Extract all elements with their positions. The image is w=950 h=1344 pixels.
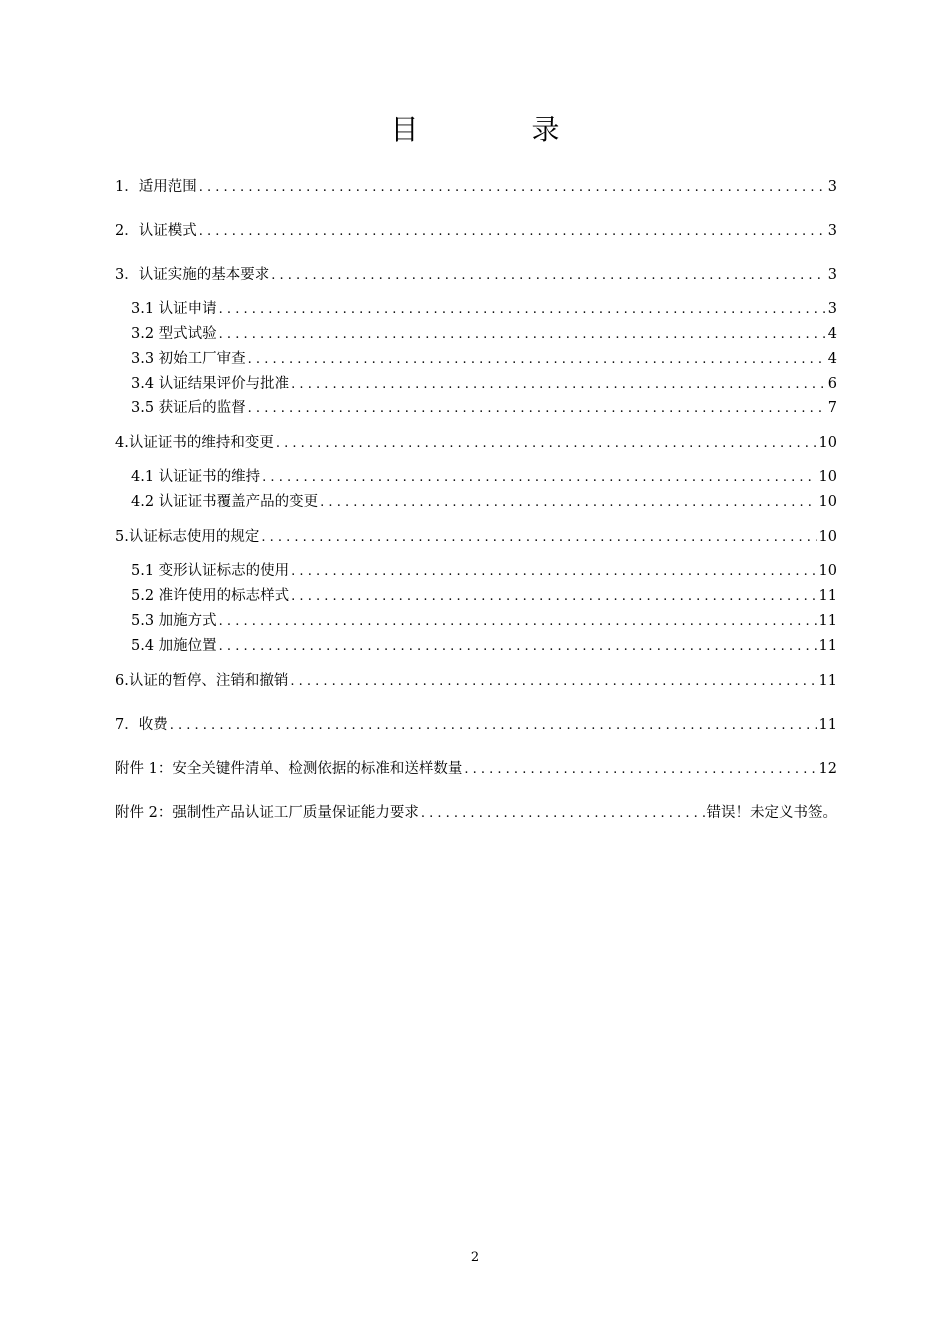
toc-entry-label: 5.1 变形认证标志的使用 — [131, 563, 290, 579]
toc-leader — [219, 612, 817, 632]
toc-leader — [261, 528, 816, 548]
toc-leader — [219, 300, 826, 320]
toc-entry-label: 3.5 获证后的监督 — [131, 400, 246, 416]
toc-entry-page: 10 — [818, 494, 837, 510]
toc-entry-3[interactable] — [115, 265, 837, 285]
toc-entry-2[interactable] — [115, 221, 837, 241]
toc-leader — [291, 587, 816, 607]
toc-entry-page: 11 — [818, 638, 837, 654]
toc-entry-label: 4.2 认证证书覆盖产品的变更 — [131, 494, 319, 510]
toc-entry-label: 5.2 准许使用的标志样式 — [131, 588, 290, 604]
page-number: 2 — [470, 1250, 480, 1265]
toc-entry-label: 5.3 加施方式 — [131, 613, 217, 629]
toc-entry-page: 6 — [827, 376, 837, 392]
toc-leader — [320, 493, 816, 513]
toc-entry-5[interactable] — [115, 527, 837, 547]
toc-entry-label: 6.认证的暂停、注销和撤销 — [115, 673, 289, 689]
toc-entry-4-2[interactable] — [131, 492, 837, 512]
toc-entry-page: 11 — [818, 588, 837, 604]
toc-entry-label: 3.1 认证申请 — [131, 301, 217, 317]
toc-leader — [291, 562, 816, 582]
toc-leader — [248, 350, 826, 370]
toc-entry-3-1[interactable] — [131, 299, 837, 319]
toc-entry-page: 11 — [818, 613, 837, 629]
toc-leader — [276, 434, 817, 454]
toc-leader — [271, 266, 826, 286]
toc-entry-label: 3.3 初始工厂审查 — [131, 351, 246, 367]
toc-entry-3-4[interactable] — [131, 374, 837, 394]
toc-entry-page: 10 — [818, 563, 837, 579]
toc-entry-page: 错误！未定义书签。 — [706, 805, 837, 821]
toc-entry-7[interactable] — [115, 715, 837, 735]
page-title: 目 录 — [390, 113, 612, 146]
toc-leader — [219, 325, 826, 345]
toc-leader — [421, 804, 705, 824]
toc-entry-page: 3 — [827, 301, 837, 317]
toc-entry-page: 10 — [818, 435, 837, 451]
toc-entry-page: 7 — [827, 400, 837, 416]
toc-leader — [248, 399, 826, 419]
toc-entry-label: 1．适用范围 — [115, 179, 197, 195]
toc-entry-label: 附件 2：强制性产品认证工厂质量保证能力要求 — [115, 805, 419, 821]
toc-entry-3-3[interactable] — [131, 349, 837, 369]
toc-entry-label: 2．认证模式 — [115, 223, 197, 239]
toc-entry-label: 3．认证实施的基本要求 — [115, 267, 270, 283]
toc-entry-appendix-1[interactable] — [115, 759, 837, 779]
toc-entry-label: 4.1 认证证书的维持 — [131, 469, 261, 485]
toc-leader — [464, 760, 816, 780]
toc-entry-page: 10 — [818, 529, 837, 545]
toc-entry-3-5[interactable] — [131, 398, 837, 418]
toc-leader — [291, 375, 826, 395]
toc-entry-page: 4 — [827, 351, 837, 367]
toc-entry-appendix-2[interactable] — [115, 803, 837, 823]
toc-entry-page: 4 — [827, 326, 837, 342]
toc-entry-1[interactable] — [115, 177, 837, 197]
toc-entry-page: 12 — [818, 761, 837, 777]
toc-leader — [219, 637, 817, 657]
toc-entry-label: 3.2 型式试验 — [131, 326, 217, 342]
toc-leader — [262, 468, 816, 488]
toc-entry-label: 3.4 认证结果评价与批准 — [131, 376, 290, 392]
toc-entry-5-3[interactable] — [131, 611, 837, 631]
toc-entry-page: 3 — [827, 223, 837, 239]
toc-entry-label: 7．收费 — [115, 717, 168, 733]
toc-entry-page: 3 — [827, 267, 837, 283]
toc-entry-page: 11 — [818, 717, 837, 733]
toc-leader — [199, 222, 826, 242]
toc-entry-5-1[interactable] — [131, 561, 837, 581]
toc-entry-6[interactable] — [115, 671, 837, 691]
toc-entry-page: 10 — [818, 469, 837, 485]
toc-entry-5-2[interactable] — [131, 586, 837, 606]
toc-entry-4-1[interactable] — [131, 467, 837, 487]
toc-leader — [170, 716, 817, 736]
toc-entry-label: 5.认证标志使用的规定 — [115, 529, 260, 545]
toc-entry-label: 附件 1：安全关键件清单、检测依据的标准和送样数量 — [115, 761, 463, 777]
toc-entry-page: 3 — [827, 179, 837, 195]
toc-entry-3-2[interactable] — [131, 324, 837, 344]
toc-leader — [199, 178, 826, 198]
toc-entry-5-4[interactable] — [131, 636, 837, 656]
toc-entry-page: 11 — [818, 673, 837, 689]
toc-entry-label: 4.认证证书的维持和变更 — [115, 435, 274, 451]
toc-leader — [290, 672, 816, 692]
toc-entry-4[interactable] — [115, 433, 837, 453]
toc-entry-label: 5.4 加施位置 — [131, 638, 217, 654]
